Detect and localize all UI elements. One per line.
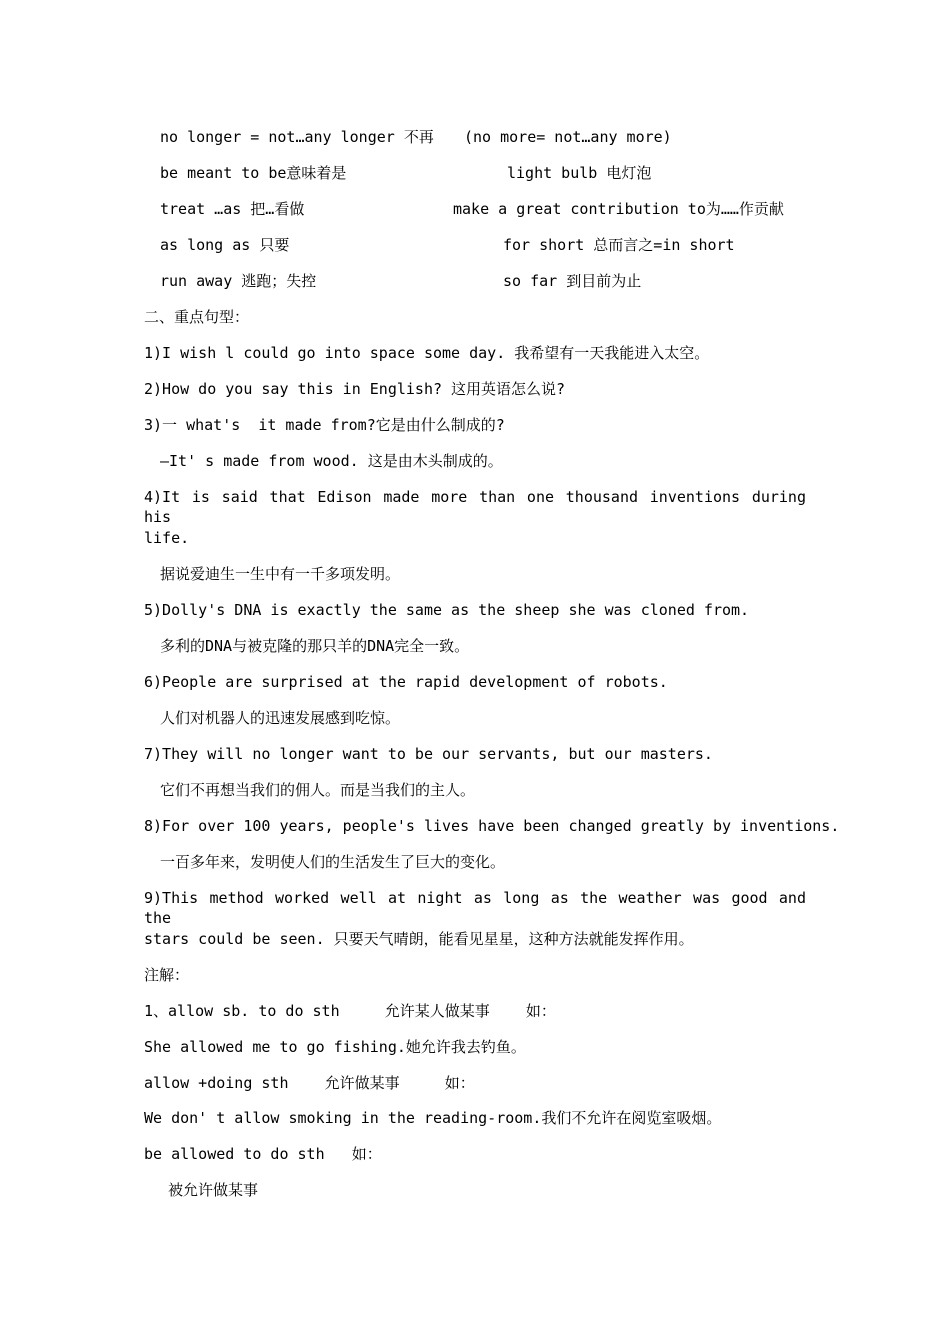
phrase-right-1: (no more= not…any more) xyxy=(464,128,672,146)
sentence-2: 2)How do you say this in English? 这用英语怎么说? xyxy=(144,380,566,398)
sentence-5: 5)Dolly's DNA is exactly the same as the sheep she was cloned from. xyxy=(144,601,750,619)
note-3: allow +doing sth 允许做某事 如： xyxy=(144,1074,475,1092)
sentence-9-line-2: stars could be seen. 只要天气晴朗，能看见星星，这种方法就能发挥作用。 xyxy=(144,930,694,948)
sentence-3-question: 3)一 what's it made from?它是由什么制成的? xyxy=(144,416,505,434)
sentence-9-line-1: 9)This method worked well at night as long as the weather was good and the xyxy=(144,889,806,927)
phrase-left-4: as long as 只要 xyxy=(160,236,290,254)
phrase-left-5: run away 逃跑；失控 xyxy=(160,272,317,290)
sentence-7-translation: 它们不再想当我们的佣人。而是当我们的主人。 xyxy=(160,781,476,799)
note-4: We don' t allow smoking in the reading-room.我们不允许在阅览室吸烟。 xyxy=(144,1109,722,1127)
phrase-right-5: so far 到目前为止 xyxy=(503,272,642,290)
note-2: She allowed me to go fishing.她允许我去钓鱼。 xyxy=(144,1038,526,1056)
sentence-4-line-2: life. xyxy=(144,529,190,547)
note-5: be allowed to do sth 如： xyxy=(144,1145,382,1163)
sentence-4-translation: 据说爱迪生一生中有一千多项发明。 xyxy=(160,565,401,583)
sentence-7: 7)They will no longer want to be our servants, but our masters. xyxy=(144,745,713,763)
sentence-6-translation: 人们对机器人的迅速发展感到吃惊。 xyxy=(160,709,401,727)
note-6: 被允许做某事 xyxy=(168,1181,259,1199)
sentence-4-line-1: 4)It is said that Edison made more than one thousand inventions during his xyxy=(144,488,806,526)
sentence-8-translation: 一百多年来，发明使人们的生活发生了巨大的变化。 xyxy=(160,853,506,871)
note-1: 1、allow sb. to do sth 允许某人做某事 如： xyxy=(144,1002,556,1020)
sentence-3-answer: —It' s made from wood. 这是由木头制成的。 xyxy=(160,452,503,470)
sentence-6: 6)People are surprised at the rapid development of robots. xyxy=(144,673,668,691)
phrase-right-3: make a great contribution to为……作贡献 xyxy=(453,200,784,218)
phrase-left-3: treat …as 把…看做 xyxy=(160,200,305,218)
section-heading: 二、重点句型： xyxy=(144,308,250,326)
phrase-left-1: no longer = not…any longer 不再 xyxy=(160,128,434,146)
sentence-5-translation: 多利的DNA与被克隆的那只羊的DNA完全一致。 xyxy=(160,637,470,655)
phrase-left-2: be meant to be意味着是 xyxy=(160,164,347,182)
sentence-8: 8)For over 100 years, people's lives have been changed greatly by inventions. xyxy=(144,817,840,835)
sentence-1: 1)I wish l could go into space some day. 我希望有一天我能进入太空。 xyxy=(144,344,710,362)
phrase-right-4: for short 总而言之=in short xyxy=(503,236,735,254)
notes-heading: 注解： xyxy=(144,966,190,984)
phrase-right-2: light bulb 电灯泡 xyxy=(507,164,652,182)
